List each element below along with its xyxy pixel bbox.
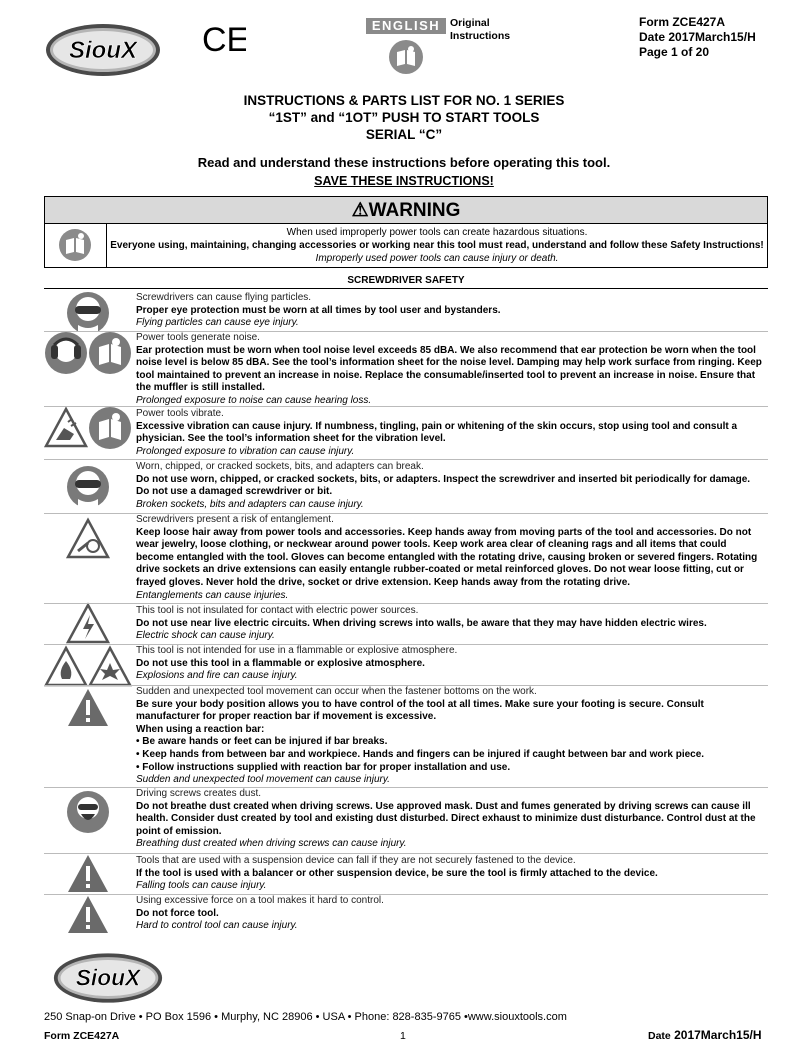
list-item: • Follow instructions supplied with reaction bar for proper installation and use. [136,762,766,775]
warning-triangle-icon: ⚠ [351,200,369,221]
safety-section-eye: Screwdrivers can cause flying particles. Proper eye protection must be worn at all times by tool user and bystanders. Flying particles can cause eye injury. [136,292,501,329]
reaction-bar-list [136,736,766,774]
safety-heading: SCREWDRIVER SAFETY [347,275,465,286]
general-warning-icon [66,893,110,937]
read-manual-icon [88,331,132,375]
vibration-hazard-icon [44,406,88,450]
read-manual-icon [389,40,423,74]
safety-section-vibration: Power tools vibrate. Excessive vibration can cause injury. If numbness, tingling, pain or whitening of the skin occurs, stop using tool and consult a physician. See the tool’s information sheet for the vibration level. Prolonged exposure to vibration can cause injury. [136,408,738,457]
original-instructions: Original Instructions [450,17,511,42]
list-item: • Keep hands from between bar and workpiece. Hands and fingers can be injured if caught between bar and work piece. [136,749,766,762]
divider [44,459,768,460]
form-number: Form ZCE427A [639,15,726,29]
logo-text: SiouX [75,964,141,991]
logo-text: SiouX [68,37,138,64]
safety-section-electric: This tool is not insulated for contact with electric power sources. Do not use near live electric circuits. When driving screws into walls, be aware that they may have hidden electric wires. Electric shock can cause injury. [136,605,707,642]
safety-section-dust: Driving screws creates dust. Do not breathe dust created when driving screws. Use approved mask. Dust and fumes generated by driving screws can cause ill health. Consider dust created by tool and existing dust disturbed. Direct exhaust to minimize dust disturbance. Control dust at the point of emission. Breathing dust created when driving screws can cause injury. [136,788,756,850]
safety-section-suspension: Tools that are used with a suspension device can fall if they are not securely fastened to the device. If the tool is used with a balancer or other suspension device, be sure the tool is firmly attached to the device. Falling tools can cause injury. [136,855,658,892]
flammable-icon [44,645,88,689]
company-address: 250 Snap-on Drive • PO Box 1596 • Murphy, NC 28906 • USA • Phone: 828-835-9765 •www.siouxtools.com [44,1011,567,1023]
ce-mark [200,20,246,56]
safety-section-entanglement: Screwdrivers present a risk of entanglement. Keep loose hair away from power tools and accessories. Keep hands away from moving parts of the tool and accessories. Do not wear jewelry, loose clothing, or neckwear around power tools. Keep work area clear of cleaning rags and all items that could become entangled with the tool. Gloves can become entangled with the rotating drive, causing broken or severed fingers. Rotating drive sockets an drive extensions can easily entangle rubber-coated or metal reinforced gloves. Do not wear loose fitting, cut or frayed gloves. Never hold the drive, socket or drive extension. Keep hands away from the rotating drive. Entanglements can cause injuries. [136,514,758,601]
read-manual-icon [45,224,105,266]
svg-text:CE: CE [202,21,246,56]
eye-protection-icon [66,465,110,509]
language-badge: ENGLISH [366,18,446,34]
divider [44,853,768,854]
warning-box [44,196,768,268]
footer-form-number: Form ZCE427A [44,1030,120,1042]
divider [44,603,768,604]
list-item: • Be aware hands or feet can be injured if bar breaks. [136,736,766,749]
sioux-logo [52,950,164,1006]
divider [44,288,768,289]
explosive-icon [88,645,132,689]
warning-icon-cell [45,224,107,267]
document-title: INSTRUCTIONS & PARTS LIST FOR NO. 1 SERIES “1ST” and “1OT” PUSH TO START TOOLS SERIAL “C” [243,93,565,142]
form-header [639,15,756,60]
general-warning-icon [66,686,110,730]
ear-protection-icon [44,331,88,375]
safety-section-noise: Power tools generate noise. Ear protection must be worn when tool noise level exceeds 85 dBA. We also recommend that ear protection be worn when the tool noise level is below 85 dBA. See the tool’s information sheet for the noise level. Damping may help work surface from ringing. Keep tool maintained to prevent an increase in noise. Replace the consumable/inserted tool to prevent an increase in noise. Ensure that the muffler is still installed. Prolonged exposure to noise can cause hearing loss. [136,332,762,406]
divider [44,406,768,407]
sioux-logo [44,22,162,78]
read-notice: Read and understand these instructions before operating this tool. [197,155,611,170]
electric-shock-icon [66,602,110,646]
entanglement-hazard-icon [66,517,110,561]
save-notice: SAVE THESE INSTRUCTIONS! [314,174,494,188]
page-number: 1 [400,1030,406,1042]
warning-text: When used improperly power tools can create hazardous situations. Everyone using, maintaining, changing accessories or working near this tool must read, understand and follow these Safety Instructions! Improperly used power tools can cause injury or death. [110,227,764,264]
form-date: Date 2017March15/H [639,30,756,44]
safety-section-flammable: This tool is not intended for use in a flammable or explosive atmosphere. Do not use this tool in a flammable or explosive atmosphere. Explosions and fire can cause injury. [136,645,458,682]
warning-title: ⚠WARNING [45,197,767,224]
footer-date: Date 2017March15/H [648,1028,762,1042]
respirator-mask-icon [66,790,110,834]
safety-section-sockets: Worn, chipped, or cracked sockets, bits, and adapters can break. Do not use worn, chipped, or cracked sockets, bits, or adapters. Inspect the screwdriver and inserted bit periodically for damage. Do not use a damaged screwdriver or bit. Broken sockets, bits and adapters can cause injury. [136,461,751,510]
safety-section-movement: Sudden and unexpected tool movement can occur when the fastener bottoms on the work. Be sure your body position allows you to have control of the tool at all times. Make sure your footing is secure. Consult manufacturer for proper reaction bar if movement is excessive. When using a reaction bar: • Be aware hands or feet can be injured if bar breaks. • Keep hands from between bar and workpiece. Hands and fingers can be injured if caught between bar and work piece. • Follow instructions supplied with reaction bar for proper installation and use. Sudden and unexpected tool movement can cause injury. [136,686,766,787]
page-count: Page 1 of 20 [639,45,710,59]
general-warning-icon [66,852,110,896]
safety-section-force: Using excessive force on a tool makes it hard to control. Do not force tool. Hard to control tool can cause injury. [136,895,384,932]
eye-protection-icon [66,291,110,335]
read-manual-icon [88,406,132,450]
